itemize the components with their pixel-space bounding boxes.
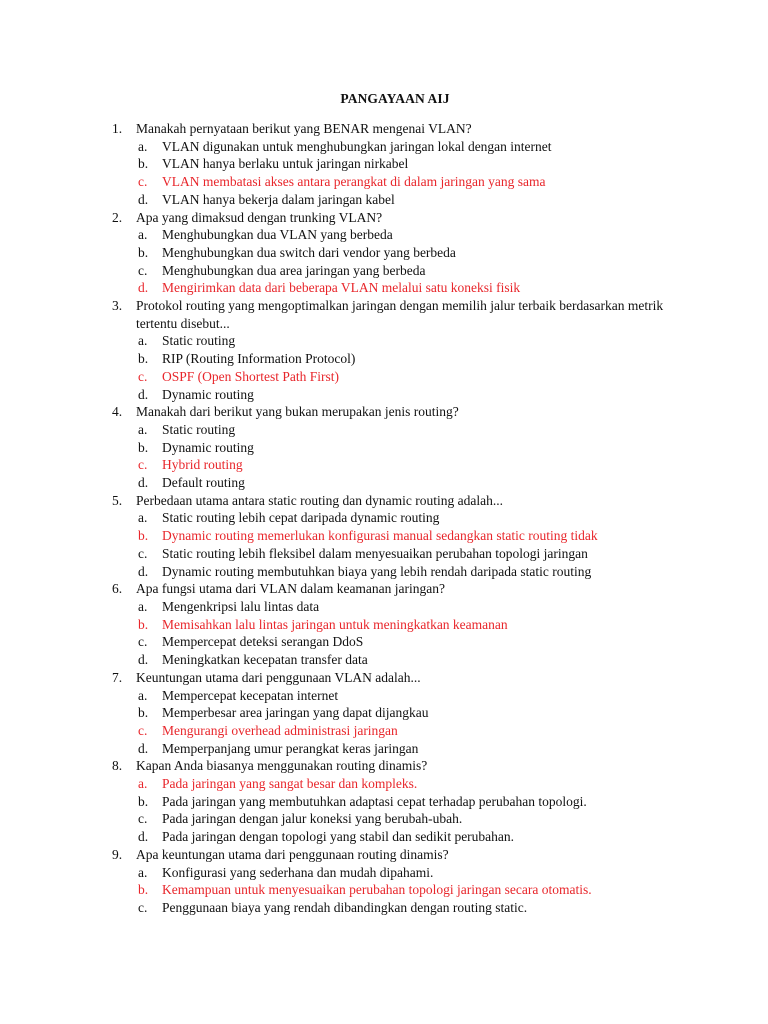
option-text: Mengirimkan data dari beberapa VLAN melalui satu koneksi fisik — [162, 280, 521, 296]
question-item — [112, 403, 692, 492]
option-letter: c. — [138, 174, 148, 190]
answer-option — [112, 793, 692, 811]
option-letter: d. — [138, 652, 149, 668]
answer-option — [112, 191, 692, 209]
answer-option — [112, 350, 692, 368]
question-row — [112, 120, 692, 138]
question-text: Apa keuntungan utama dari penggunaan routing dinamis? — [136, 846, 449, 862]
option-text: VLAN membatasi akses antara perangkat di dalam jaringan yang sama — [162, 174, 546, 190]
answer-option-correct — [112, 456, 692, 474]
answer-option — [112, 740, 692, 758]
option-letter: d. — [138, 829, 149, 845]
option-letter: c. — [138, 457, 148, 473]
answer-option — [112, 651, 692, 669]
option-letter: b. — [138, 882, 149, 898]
question-text: Manakah pernyataan berikut yang BENAR mengenai VLAN? — [136, 121, 472, 136]
question-row — [112, 492, 692, 510]
option-text: Menghubungkan dua VLAN yang berbeda — [162, 227, 393, 243]
option-text: VLAN hanya bekerja dalam jaringan kabel — [162, 191, 395, 207]
option-text: Default routing — [162, 475, 245, 491]
answer-option-correct — [112, 616, 692, 634]
answer-option-correct — [112, 173, 692, 191]
option-letter: c. — [138, 811, 148, 827]
answer-option — [112, 633, 692, 651]
option-letter: a. — [138, 776, 148, 792]
option-text: Dynamic routing memerlukan konfigurasi manual sedangkan static routing tidak — [162, 528, 598, 544]
option-text: Memperpanjang umur perangkat keras jaringan — [162, 740, 419, 756]
option-letter: a. — [138, 598, 148, 614]
question-text: Apa fungsi utama dari VLAN dalam keamanan jaringan? — [136, 581, 446, 597]
option-text: Pada jaringan dengan jalur koneksi yang berubah-ubah. — [162, 811, 463, 827]
option-text: Menghubungkan dua area jaringan yang berbeda — [162, 262, 426, 278]
answer-option — [112, 386, 692, 404]
answer-option — [112, 155, 692, 173]
answer-option-correct — [112, 775, 692, 793]
option-letter: a. — [138, 864, 148, 880]
question-item — [112, 297, 692, 403]
option-text: Dynamic routing — [162, 439, 254, 455]
question-item — [112, 120, 692, 209]
option-text: Static routing — [162, 421, 236, 437]
answer-option — [112, 509, 692, 527]
option-text: Pada jaringan yang membutuhkan adaptasi cepat terhadap perubahan topologi. — [162, 793, 587, 809]
answer-option-correct — [112, 722, 692, 740]
question-number: 9. — [112, 846, 123, 862]
question-row — [112, 580, 692, 598]
option-letter: a. — [138, 687, 148, 703]
option-text: Mempercepat deteksi serangan DdoS — [162, 634, 364, 650]
option-letter: a. — [138, 227, 148, 243]
option-letter: c. — [138, 545, 148, 561]
option-text: Menghubungkan dua switch dari vendor yang berbeda — [162, 244, 456, 260]
option-letter: d. — [138, 563, 149, 579]
option-letter: d. — [138, 191, 149, 207]
option-letter: d. — [138, 280, 149, 296]
question-list — [112, 120, 692, 917]
question-number: 6. — [112, 581, 123, 597]
option-text: Kemampuan untuk menyesuaikan perubahan topologi jaringan secara otomatis. — [162, 882, 592, 898]
option-letter: b. — [138, 439, 149, 455]
option-text: Dynamic routing — [162, 386, 254, 402]
question-number: 8. — [112, 758, 123, 774]
answer-option — [112, 439, 692, 457]
option-letter: c. — [138, 368, 148, 384]
option-text: Memperbesar area jaringan yang dapat dijangkau — [162, 705, 429, 721]
answer-option — [112, 899, 692, 917]
question-number: 5. — [112, 492, 123, 508]
option-letter: b. — [138, 244, 149, 260]
question-item — [112, 580, 692, 669]
document-title: PANGAYAAN AIJ — [340, 91, 450, 106]
answer-option — [112, 421, 692, 439]
option-text: OSPF (Open Shortest Path First) — [162, 368, 340, 384]
question-item — [112, 669, 692, 758]
option-letter: b. — [138, 705, 149, 721]
question-text: Perbedaan utama antara static routing dan dynamic routing adalah... — [136, 492, 503, 508]
question-number: 4. — [112, 404, 123, 420]
option-letter: d. — [138, 386, 149, 402]
option-text: Mengurangi overhead administrasi jaringan — [162, 722, 398, 738]
answer-option — [112, 864, 692, 882]
answer-option — [112, 138, 692, 156]
option-text: Dynamic routing membutuhkan biaya yang lebih rendah daripada static routing — [162, 563, 592, 579]
option-text: Memisahkan lalu lintas jaringan untuk meningkatkan keamanan — [162, 616, 508, 632]
question-text: Keuntungan utama dari penggunaan VLAN adalah... — [136, 669, 421, 685]
option-text: Meningkatkan kecepatan transfer data — [162, 652, 368, 668]
option-letter: b. — [138, 156, 149, 172]
option-text: Mempercepat kecepatan internet — [162, 687, 339, 703]
question-text: Protokol routing yang mengoptimalkan jaringan dengan memilih jalur terbaik berdasarkan metrik tertentu disebut... — [136, 298, 664, 331]
option-letter: a. — [138, 421, 148, 437]
answer-option — [112, 828, 692, 846]
answer-option — [112, 226, 692, 244]
option-text: Static routing lebih fleksibel dalam menyesuaikan perubahan topologi jaringan — [162, 545, 588, 561]
option-letter: c. — [138, 634, 148, 650]
option-text: Mengenkripsi lalu lintas data — [162, 598, 320, 614]
option-letter: a. — [138, 510, 148, 526]
answer-option — [112, 262, 692, 280]
option-text: Static routing lebih cepat daripada dynamic routing — [162, 510, 440, 526]
question-text: Manakah dari berikut yang bukan merupakan jenis routing? — [136, 404, 459, 420]
answer-option — [112, 687, 692, 705]
question-row — [112, 209, 692, 227]
question-row — [112, 846, 692, 864]
answer-option-correct — [112, 368, 692, 386]
answer-option — [112, 545, 692, 563]
option-text: VLAN digunakan untuk menghubungkan jaringan lokal dengan internet — [162, 138, 552, 154]
question-item — [112, 209, 692, 298]
question-number: 2. — [112, 209, 123, 225]
question-text: Apa yang dimaksud dengan trunking VLAN? — [136, 209, 383, 225]
question-row — [112, 757, 692, 775]
question-row — [112, 403, 692, 421]
answer-option — [112, 563, 692, 581]
question-text: Kapan Anda biasanya menggunakan routing dinamis? — [136, 758, 428, 774]
option-text: Hybrid routing — [162, 457, 243, 473]
option-text: Pada jaringan yang sangat besar dan kompleks. — [162, 776, 418, 792]
option-text: RIP (Routing Information Protocol) — [162, 351, 356, 367]
option-text: Konfigurasi yang sederhana dan mudah dipahami. — [162, 864, 434, 880]
answer-option — [112, 474, 692, 492]
question-number: 7. — [112, 669, 123, 685]
option-letter: c. — [138, 262, 148, 278]
option-text: Static routing — [162, 333, 236, 349]
question-item — [112, 757, 692, 846]
option-letter: b. — [138, 793, 149, 809]
question-number: 3. — [112, 298, 123, 314]
option-letter: c. — [138, 899, 148, 915]
answer-option — [112, 244, 692, 262]
answer-option — [112, 704, 692, 722]
option-letter: c. — [138, 722, 148, 738]
option-letter: a. — [138, 138, 148, 154]
answer-option — [112, 598, 692, 616]
question-item — [112, 846, 692, 917]
question-item — [112, 492, 692, 581]
option-text: VLAN hanya berlaku untuk jaringan nirkabel — [162, 156, 409, 172]
question-number: 1. — [112, 121, 123, 136]
option-text: Penggunaan biaya yang rendah dibandingkan dengan routing static. — [162, 899, 528, 915]
answer-option — [112, 332, 692, 350]
option-letter: a. — [138, 333, 148, 349]
question-row — [112, 669, 692, 687]
option-letter: b. — [138, 351, 149, 367]
option-letter: b. — [138, 528, 149, 544]
option-letter: b. — [138, 616, 149, 632]
option-text: Pada jaringan dengan topologi yang stabil dan sedikit perubahan. — [162, 829, 515, 845]
answer-option-correct — [112, 881, 692, 899]
question-row — [112, 297, 692, 332]
answer-option-correct — [112, 279, 692, 297]
option-letter: d. — [138, 475, 149, 491]
answer-option — [112, 810, 692, 828]
answer-option-correct — [112, 527, 692, 545]
option-letter: d. — [138, 740, 149, 756]
